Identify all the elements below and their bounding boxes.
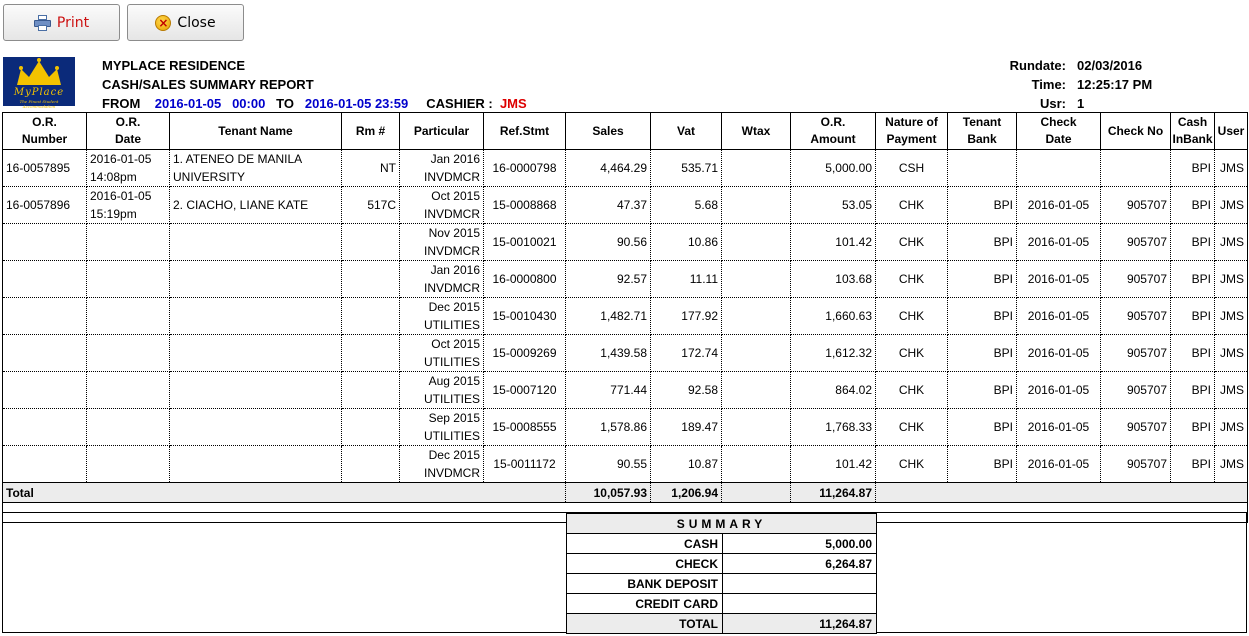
cell-tenant-name — [170, 446, 342, 483]
table-row — [3, 372, 1248, 409]
cell-tenant-name — [170, 335, 342, 372]
cashier-value: JMS — [499, 96, 527, 111]
cell-tenant-bank: BPI — [948, 335, 1017, 372]
cell-check-no: 905707 — [1101, 298, 1171, 335]
cell-rm — [342, 372, 400, 409]
cell-check-no: 905707 — [1101, 446, 1171, 483]
total-row — [3, 483, 1248, 503]
cell-wtax — [722, 372, 791, 409]
cell-rm: NT — [342, 150, 400, 187]
cell-wtax — [722, 298, 791, 335]
cell-wtax — [722, 187, 791, 224]
cell-nature-of-payment: CHK — [876, 446, 948, 483]
cell-or-date — [87, 335, 170, 372]
cell-nature-of-payment: CHK — [876, 372, 948, 409]
cell-particular: Oct 2015 UTILITIES — [400, 335, 484, 372]
cell-sales: 92.57 — [566, 261, 651, 298]
cell-or-amount: 864.02 — [791, 372, 876, 409]
rundate-value: 02/03/2016 — [1077, 58, 1143, 73]
cell-wtax — [722, 261, 791, 298]
total-filler — [876, 483, 1248, 503]
summary-check-label: CHECK — [567, 554, 723, 574]
cell-check-no: 905707 — [1101, 372, 1171, 409]
col-sales: Sales — [566, 113, 651, 150]
cell-tenant-name: 2. CIACHO, LIANE KATE — [170, 187, 342, 224]
summary-title: SUMMARY — [567, 514, 877, 534]
cell-user: JMS — [1215, 187, 1248, 224]
cell-or-number — [3, 298, 87, 335]
table-row — [3, 446, 1248, 483]
cell-cash-inbank: BPI — [1171, 261, 1215, 298]
cell-ref-stmt: 15-0010430 — [484, 298, 566, 335]
cell-vat: 11.11 — [651, 261, 722, 298]
cell-rm — [342, 224, 400, 261]
cell-particular: Nov 2015 INVDMCR — [400, 224, 484, 261]
summary-row-credit-card — [567, 594, 877, 614]
cell-vat: 177.92 — [651, 298, 722, 335]
cell-vat: 189.47 — [651, 409, 722, 446]
cell-or-date — [87, 261, 170, 298]
cell-or-date — [87, 372, 170, 409]
cell-particular: Oct 2015 INVDMCR — [400, 187, 484, 224]
cell-check-date: 2016-01-05 — [1017, 372, 1101, 409]
cell-or-date: 2016-01-05 15:19pm — [87, 187, 170, 224]
cell-nature-of-payment: CHK — [876, 187, 948, 224]
cell-cash-inbank: BPI — [1171, 298, 1215, 335]
cell-or-date — [87, 409, 170, 446]
cell-tenant-bank: BPI — [948, 261, 1017, 298]
to-label: TO — [276, 96, 294, 111]
date-range — [102, 96, 527, 111]
cell-or-amount: 101.42 — [791, 224, 876, 261]
cell-tenant-bank: BPI — [948, 224, 1017, 261]
cell-nature-of-payment: CHK — [876, 335, 948, 372]
cell-ref-stmt: 15-0008555 — [484, 409, 566, 446]
summary-credit-card-label: CREDIT CARD — [567, 594, 723, 614]
cell-nature-of-payment: CHK — [876, 409, 948, 446]
summary-check-value: 6,264.87 — [723, 554, 877, 574]
report-title: CASH/SALES SUMMARY REPORT — [102, 77, 314, 92]
cell-or-amount: 1,660.63 — [791, 298, 876, 335]
cell-ref-stmt: 15-0007120 — [484, 372, 566, 409]
cell-rm: 517C — [342, 187, 400, 224]
printer-icon — [34, 15, 51, 31]
time-value: 12:25:17 PM — [1077, 77, 1153, 92]
cell-particular: Sep 2015 UTILITIES — [400, 409, 484, 446]
summary-row-check — [567, 554, 877, 574]
cell-cash-inbank: BPI — [1171, 372, 1215, 409]
cell-check-date: 2016-01-05 — [1017, 261, 1101, 298]
cell-ref-stmt: 16-0000798 — [484, 150, 566, 187]
cell-or-date: 2016-01-05 14:08pm — [87, 150, 170, 187]
table-row — [3, 150, 1248, 187]
cell-or-amount: 5,000.00 — [791, 150, 876, 187]
cell-or-number — [3, 372, 87, 409]
cell-sales: 1,439.58 — [566, 335, 651, 372]
col-nature-of-payment: Nature of Payment — [876, 113, 948, 150]
col-user: User — [1215, 113, 1248, 150]
cell-sales: 4,464.29 — [566, 150, 651, 187]
col-or-amount: O.R. Amount — [791, 113, 876, 150]
summary-row-cash — [567, 534, 877, 554]
cell-check-date: 2016-01-05 — [1017, 409, 1101, 446]
col-ref-stmt: Ref.Stmt — [484, 113, 566, 150]
cell-rm — [342, 261, 400, 298]
cell-check-date: 2016-01-05 — [1017, 446, 1101, 483]
cell-sales: 1,578.86 — [566, 409, 651, 446]
cell-check-no — [1101, 150, 1171, 187]
table-row — [3, 335, 1248, 372]
summary-table — [566, 513, 877, 634]
cell-particular: Jan 2016 INVDMCR — [400, 261, 484, 298]
summary-row-total — [567, 614, 877, 634]
crown-icon — [3, 57, 75, 91]
cell-wtax — [722, 335, 791, 372]
cell-tenant-name — [170, 409, 342, 446]
total-vat: 1,206.94 — [651, 483, 722, 503]
cell-check-no: 905707 — [1101, 187, 1171, 224]
cell-check-date: 2016-01-05 — [1017, 224, 1101, 261]
summary-row-bank-deposit — [567, 574, 877, 594]
cell-ref-stmt: 15-0009269 — [484, 335, 566, 372]
cell-ref-stmt: 15-0010021 — [484, 224, 566, 261]
from-date: 2016-01-05 — [154, 96, 222, 111]
time-label: Time: — [1031, 77, 1066, 92]
col-wtax: Wtax — [722, 113, 791, 150]
cell-or-number: 16-0057896 — [3, 187, 87, 224]
cell-nature-of-payment: CHK — [876, 224, 948, 261]
cell-particular: Aug 2015 UTILITIES — [400, 372, 484, 409]
cell-tenant-bank: BPI — [948, 446, 1017, 483]
company-logo — [3, 57, 75, 109]
cell-cash-inbank: BPI — [1171, 187, 1215, 224]
col-cash-inbank: Cash InBank — [1171, 113, 1215, 150]
total-label: Total — [3, 483, 566, 503]
cell-particular: Dec 2015 UTILITIES — [400, 298, 484, 335]
logo-text: MyPlace — [13, 87, 65, 98]
cell-wtax — [722, 224, 791, 261]
company-name: MYPLACE RESIDENCE — [102, 58, 246, 73]
total-sales: 10,057.93 — [566, 483, 651, 503]
print-button-label: Print — [56, 14, 90, 31]
cell-vat: 172.74 — [651, 335, 722, 372]
cell-check-date: 2016-01-05 — [1017, 335, 1101, 372]
cell-tenant-bank: BPI — [948, 372, 1017, 409]
cell-or-amount: 103.68 — [791, 261, 876, 298]
cell-check-no: 905707 — [1101, 224, 1171, 261]
cell-sales: 90.55 — [566, 446, 651, 483]
cell-or-date — [87, 446, 170, 483]
cell-or-amount: 101.42 — [791, 446, 876, 483]
cell-ref-stmt: 16-0000800 — [484, 261, 566, 298]
cell-or-number — [3, 335, 87, 372]
cell-rm — [342, 335, 400, 372]
cell-wtax — [722, 446, 791, 483]
cell-ref-stmt: 15-0011172 — [484, 446, 566, 483]
cell-check-no: 905707 — [1101, 409, 1171, 446]
table-row — [3, 187, 1248, 224]
cell-particular: Jan 2016 INVDMCR — [400, 150, 484, 187]
total-wtax — [722, 483, 791, 503]
summary-cash-value: 5,000.00 — [723, 534, 877, 554]
cell-tenant-name — [170, 298, 342, 335]
cell-wtax — [722, 150, 791, 187]
cell-tenant-name — [170, 372, 342, 409]
cell-user: JMS — [1215, 409, 1248, 446]
cell-check-date — [1017, 150, 1101, 187]
cell-rm — [342, 298, 400, 335]
cell-tenant-name — [170, 224, 342, 261]
cell-cash-inbank: BPI — [1171, 335, 1215, 372]
cell-tenant-bank: BPI — [948, 298, 1017, 335]
cashier-label: CASHIER : — [426, 96, 493, 111]
summary-bank-deposit-label: BANK DEPOSIT — [567, 574, 723, 594]
report-table — [2, 112, 1248, 523]
cell-sales: 771.44 — [566, 372, 651, 409]
cell-vat: 535.71 — [651, 150, 722, 187]
col-or-number: O.R. Number — [3, 113, 87, 150]
cell-cash-inbank: BPI — [1171, 446, 1215, 483]
usr-label: Usr: — [1039, 96, 1066, 111]
cell-rm — [342, 409, 400, 446]
cell-user: JMS — [1215, 261, 1248, 298]
summary-credit-card-value — [723, 594, 877, 614]
cell-or-number — [3, 261, 87, 298]
cell-user: JMS — [1215, 446, 1248, 483]
cell-check-no: 905707 — [1101, 261, 1171, 298]
cell-or-amount: 1,768.33 — [791, 409, 876, 446]
cell-nature-of-payment: CHK — [876, 298, 948, 335]
cell-or-date — [87, 298, 170, 335]
from-label: FROM — [102, 96, 141, 111]
cell-tenant-bank: BPI — [948, 187, 1017, 224]
table-row — [3, 224, 1248, 261]
cell-check-date: 2016-01-05 — [1017, 187, 1101, 224]
cell-ref-stmt: 15-0008868 — [484, 187, 566, 224]
summary-total-value: 11,264.87 — [723, 614, 877, 634]
cell-sales: 47.37 — [566, 187, 651, 224]
cell-cash-inbank: BPI — [1171, 409, 1215, 446]
summary-bank-deposit-value — [723, 574, 877, 594]
cell-vat: 92.58 — [651, 372, 722, 409]
cell-tenant-bank — [948, 150, 1017, 187]
summary-total-label: TOTAL — [567, 614, 723, 634]
cell-or-amount: 53.05 — [791, 187, 876, 224]
col-tenant-name: Tenant Name — [170, 113, 342, 150]
col-rm: Rm # — [342, 113, 400, 150]
cell-vat: 5.68 — [651, 187, 722, 224]
cell-vat: 10.87 — [651, 446, 722, 483]
summary-cash-label: CASH — [567, 534, 723, 554]
col-tenant-bank: Tenant Bank — [948, 113, 1017, 150]
cell-vat: 10.86 — [651, 224, 722, 261]
cell-or-number: 16-0057895 — [3, 150, 87, 187]
col-or-date: O.R. Date — [87, 113, 170, 150]
cell-check-no: 905707 — [1101, 335, 1171, 372]
cell-cash-inbank: BPI — [1171, 150, 1215, 187]
col-vat: Vat — [651, 113, 722, 150]
usr-value: 1 — [1077, 96, 1085, 111]
table-row — [3, 261, 1248, 298]
cell-user: JMS — [1215, 224, 1248, 261]
cell-cash-inbank: BPI — [1171, 224, 1215, 261]
close-button-label: Close — [177, 14, 216, 31]
print-button[interactable] — [3, 4, 120, 41]
cell-or-number — [3, 224, 87, 261]
from-time: 00:00 — [232, 96, 266, 111]
col-particular: Particular — [400, 113, 484, 150]
cell-or-amount: 1,612.32 — [791, 335, 876, 372]
table-header-row — [3, 113, 1248, 150]
col-check-date: Check Date — [1017, 113, 1101, 150]
rundate-label: Rundate: — [1009, 58, 1066, 73]
col-check-no: Check No — [1101, 113, 1171, 150]
table-row — [3, 409, 1248, 446]
close-button[interactable] — [127, 4, 244, 41]
cell-user: JMS — [1215, 298, 1248, 335]
cell-check-date: 2016-01-05 — [1017, 298, 1101, 335]
cell-tenant-bank: BPI — [948, 409, 1017, 446]
cell-user: JMS — [1215, 335, 1248, 372]
cell-sales: 1,482.71 — [566, 298, 651, 335]
cell-or-number — [3, 446, 87, 483]
to-datetime: 2016-01-05 23:59 — [304, 96, 409, 111]
cell-nature-of-payment: CHK — [876, 261, 948, 298]
cell-user: JMS — [1215, 372, 1248, 409]
cell-tenant-name: 1. ATENEO DE MANILA UNIVERSITY — [170, 150, 342, 187]
cell-particular: Dec 2015 INVDMCR — [400, 446, 484, 483]
cell-or-date — [87, 224, 170, 261]
table-row — [3, 298, 1248, 335]
cell-tenant-name — [170, 261, 342, 298]
cell-sales: 90.56 — [566, 224, 651, 261]
cell-user: JMS — [1215, 150, 1248, 187]
cell-or-number — [3, 409, 87, 446]
total-amount: 11,264.87 — [791, 483, 876, 503]
close-icon: × — [155, 15, 171, 31]
logo-tagline: The Finest Student Accommodation — [19, 99, 59, 109]
cell-nature-of-payment: CSH — [876, 150, 948, 187]
cell-wtax — [722, 409, 791, 446]
cell-rm — [342, 446, 400, 483]
